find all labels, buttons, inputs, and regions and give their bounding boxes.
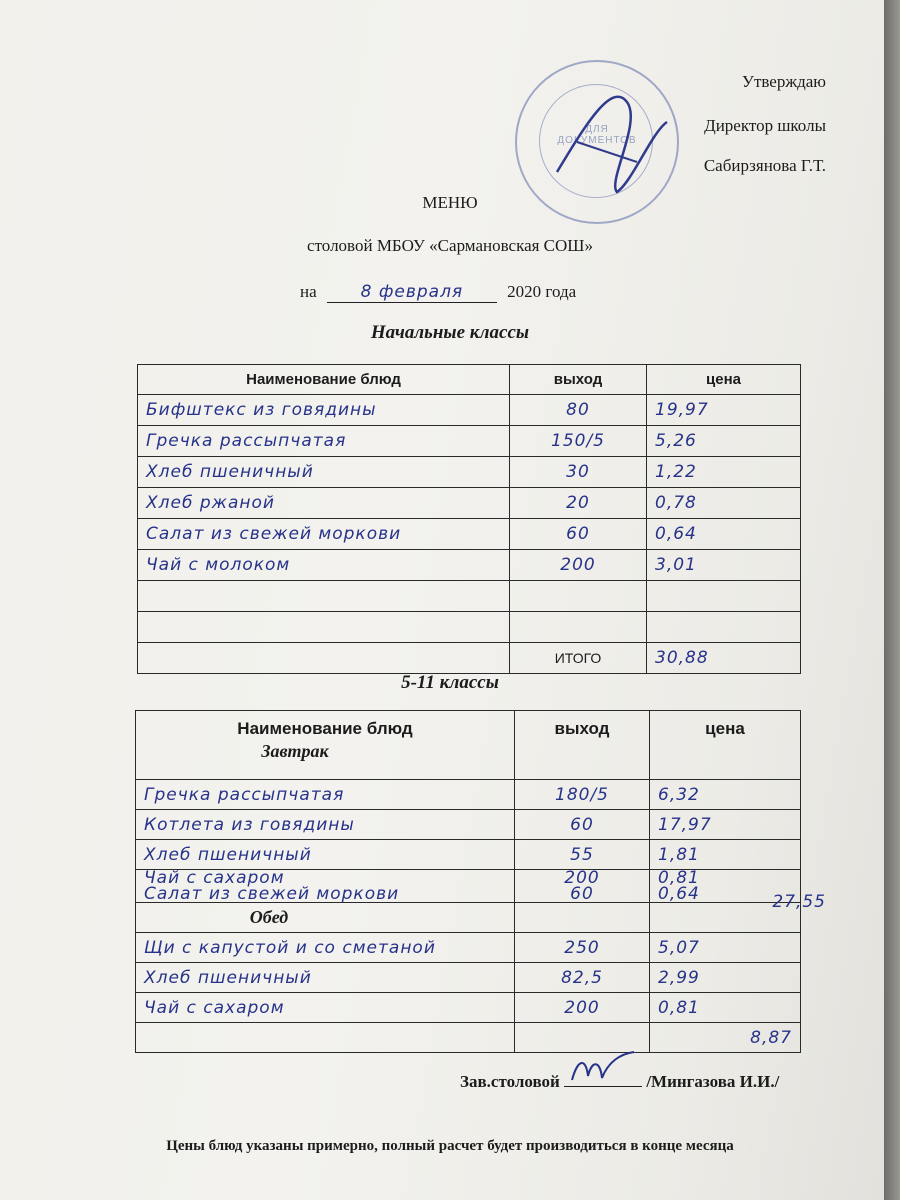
table-row bbox=[138, 550, 801, 581]
dish-price: 0,64 bbox=[647, 519, 801, 550]
signature-label: Зав.столовой bbox=[460, 1072, 560, 1091]
dish-name: Хлеб ржаной bbox=[138, 488, 510, 519]
table-row bbox=[136, 993, 801, 1023]
section-primary-title: Начальные классы bbox=[370, 322, 530, 343]
dish-output: 250 bbox=[515, 933, 650, 963]
dish-output: 200 bbox=[564, 868, 600, 888]
dish-price: 5,26 bbox=[647, 426, 801, 457]
dish-price: 0,78 bbox=[647, 488, 801, 519]
dish-name: Чай с сахаром bbox=[136, 993, 515, 1023]
dish-price bbox=[647, 612, 801, 643]
dish-output: 30 bbox=[510, 457, 647, 488]
dish-price: 3,01 bbox=[647, 550, 801, 581]
signature-name: /Мингазова И.И./ bbox=[646, 1072, 780, 1091]
table-header-row bbox=[138, 365, 801, 395]
dish-price: 1,22 bbox=[647, 457, 801, 488]
dish-price: 1,81 bbox=[650, 840, 801, 870]
dish-name: Щи с капустой и со сметаной bbox=[136, 933, 515, 963]
table-row bbox=[138, 395, 801, 426]
dish-price bbox=[647, 581, 801, 612]
table-row bbox=[138, 426, 801, 457]
table-row bbox=[136, 870, 801, 903]
total-label: ИТОГО bbox=[510, 643, 647, 674]
dish-output: 82,5 bbox=[515, 963, 650, 993]
table-row bbox=[136, 840, 801, 870]
school-stamp: ДЛЯ ДОКУМЕНТОВ bbox=[515, 60, 679, 224]
dish-output: 200 bbox=[515, 993, 650, 1023]
date-line bbox=[300, 282, 576, 303]
dish-output: 55 bbox=[515, 840, 650, 870]
date-handwritten: 8 февраля bbox=[360, 282, 464, 302]
dish-output: 60 bbox=[570, 884, 594, 904]
dish-name bbox=[138, 612, 510, 643]
date-suffix: 2020 года bbox=[507, 282, 577, 301]
dish-name bbox=[138, 581, 510, 612]
dish-price: 2,99 bbox=[650, 963, 801, 993]
menu-title: МЕНЮ bbox=[422, 193, 478, 212]
column-header-output: выход bbox=[515, 711, 650, 780]
dish-price: 0,81 bbox=[658, 868, 700, 888]
table-header-row bbox=[136, 711, 801, 780]
empty-cell bbox=[136, 1023, 515, 1053]
column-header-dish: Наименование блюд bbox=[138, 365, 510, 395]
dish-name: Гречка рассыпчатая bbox=[138, 426, 510, 457]
senior-menu-table bbox=[135, 710, 826, 1053]
dish-output: 150/5 bbox=[510, 426, 647, 457]
table-row bbox=[136, 780, 801, 810]
dish-price: 6,32 bbox=[650, 780, 801, 810]
dish-name bbox=[136, 870, 515, 903]
dish-output: 200 bbox=[510, 550, 647, 581]
dish-name-text: Чай с сахаром bbox=[144, 868, 285, 888]
table-row bbox=[136, 963, 801, 993]
lunch-label-row bbox=[136, 903, 801, 933]
dish-output-cell bbox=[515, 870, 650, 903]
dish-price: 19,97 bbox=[647, 395, 801, 426]
table-row bbox=[138, 457, 801, 488]
dish-price: 17,97 bbox=[650, 810, 801, 840]
dish-output: 60 bbox=[515, 810, 650, 840]
dish-name: Хлеб пшеничный bbox=[136, 963, 515, 993]
background-edge bbox=[884, 0, 900, 1200]
table-row bbox=[138, 612, 801, 643]
signature-field bbox=[564, 1072, 642, 1087]
empty-cell bbox=[515, 903, 650, 933]
dish-name: Котлета из говядины bbox=[136, 810, 515, 840]
dish-output: 180/5 bbox=[515, 780, 650, 810]
dish-output bbox=[510, 612, 647, 643]
dish-name: Хлеб пшеничный bbox=[136, 840, 515, 870]
table-row bbox=[136, 933, 801, 963]
price-note: Цены блюд указаны примерно, полный расчет будет производиться в конце месяца bbox=[166, 1138, 734, 1154]
approval-line-3: Сабирзянова Г.Т. bbox=[703, 156, 826, 175]
date-prefix: на bbox=[300, 282, 317, 301]
section-senior-title: 5-11 классы bbox=[401, 672, 499, 693]
canteen-name: столовой МБОУ «Сармановская СОШ» bbox=[307, 236, 593, 255]
dish-name: Хлеб пшеничный bbox=[138, 457, 510, 488]
lunch-total: 8,87 bbox=[650, 1023, 801, 1053]
dish-price-cell bbox=[650, 868, 826, 912]
dish-output: 60 bbox=[510, 519, 647, 550]
table-row bbox=[138, 488, 801, 519]
table-row bbox=[138, 581, 801, 612]
primary-menu-table bbox=[137, 364, 801, 674]
date-field bbox=[327, 282, 497, 303]
dish-name: Чай с молоком bbox=[138, 550, 510, 581]
handwritten-signature bbox=[564, 1050, 642, 1090]
lunch-label: Обед bbox=[136, 903, 515, 933]
dish-output: 80 bbox=[510, 395, 647, 426]
dish-output bbox=[510, 581, 647, 612]
dish-price: 0,64 bbox=[658, 884, 700, 904]
dish-price: 5,07 bbox=[650, 933, 801, 963]
column-header-dish: Наименование блюд bbox=[237, 719, 413, 738]
canteen-head-signature-line bbox=[460, 1072, 779, 1092]
breakfast-label: Завтрак bbox=[261, 741, 329, 761]
column-header-price: цена bbox=[647, 365, 801, 395]
dish-name: Гречка рассыпчатая bbox=[136, 780, 515, 810]
total-value: 30,88 bbox=[647, 643, 801, 674]
breakfast-total: 27,55 bbox=[772, 892, 826, 912]
column-header-price: цена bbox=[650, 711, 801, 780]
column-header-output: выход bbox=[510, 365, 647, 395]
empty-cell bbox=[138, 643, 510, 674]
approval-line-1: Утверждаю bbox=[741, 72, 826, 91]
total-row bbox=[136, 1023, 801, 1053]
dish-name-text: Салат из свежей моркови bbox=[144, 884, 400, 904]
dish-name: Бифштекс из говядины bbox=[138, 395, 510, 426]
total-row bbox=[138, 643, 801, 674]
dish-output: 20 bbox=[510, 488, 647, 519]
dish-name: Салат из свежей моркови bbox=[138, 519, 510, 550]
dish-price: 0,81 bbox=[650, 993, 801, 1023]
table-row bbox=[136, 810, 801, 840]
table-row bbox=[138, 519, 801, 550]
column-header-dish-cell bbox=[136, 711, 515, 780]
approval-line-2: Директор школы bbox=[704, 116, 826, 135]
empty-cell bbox=[515, 1023, 650, 1053]
